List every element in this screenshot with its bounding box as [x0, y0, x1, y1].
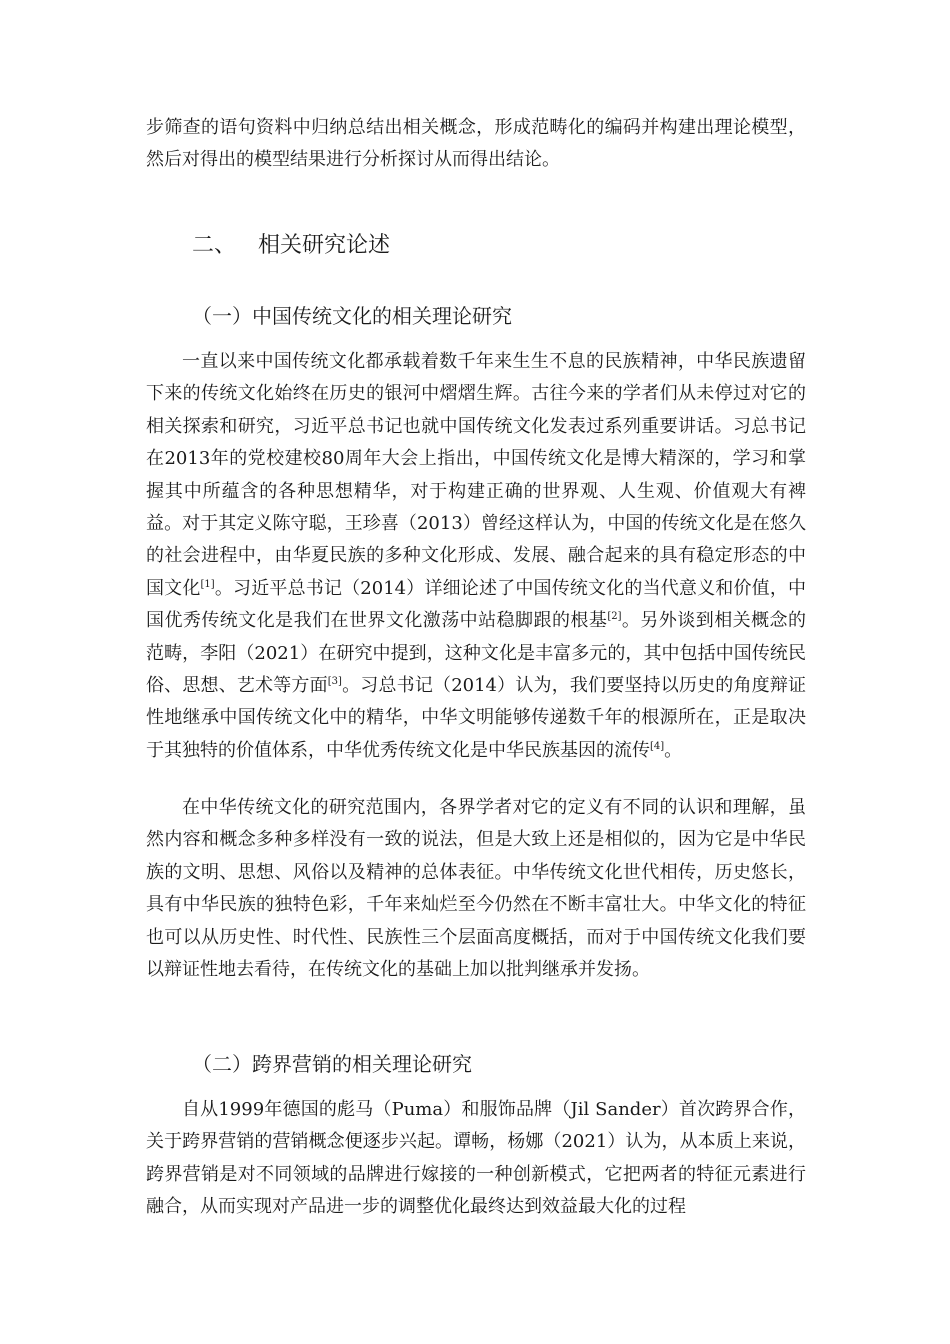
paragraph-text: 一直以来中国传统文化都承载着数千年来生生不息的民族精神，中华民族遗留下来的传统文化始终在历史的银河中熠熠生辉。古往今来的学者们从未停过对它的相关探索和研究，习近平总书记也就中国传统文化发表过系列重要讲话。习总书记在2013年的党校建校80周年大会上指出，中国传统文化是博大精深的，学习和掌握其中所蕴含的各种思想精华，对于构建正确的世界观、人生观、价值观大有裨益。对于其定义陈守聪，王珍喜（2013）曾经这样认为，中国的传统文化是在悠久的社会进程中，由华夏民族的多种文化形成、发展、融合起来的具有稳定形态的中国文化: [146, 351, 806, 599]
body-paragraph-2: 在中华传统文化的研究范围内，各界学者对它的定义有不同的认识和理解，虽然内容和概念多种多样没有一致的说法，但是大致上还是相似的，因为它是中华民族的文明、思想、风俗以及精神的总体表征。中华传统文化世代相传，历史悠长，具有中华民族的独特色彩，千年来灿烂至今仍然在不断丰富壮大。中华文化的特征也可以从历史性、时代性、民族性三个层面高度概括，而对于中国传统文化我们要以辩证性地去看待，在传统文化的基础上加以批判继承并发扬。: [146, 797, 806, 981]
intro-paragraph: 步筛查的语句资料中归纳总结出相关概念，形成范畴化的编码并构建出理论模型，然后对得出的模型结果进行分析探讨从而得出结论。: [146, 117, 806, 171]
body-paragraph-1: [146, 346, 806, 767]
subsection-heading-1: （一）中国传统文化的相关理论研究: [192, 304, 512, 328]
citation-ref: [4]: [650, 740, 665, 752]
subsection-heading-2: （二）跨界营销的相关理论研究: [192, 1052, 472, 1076]
paragraph-text: 。另外谈到相关概念的范畴，李阳（2021）在研究中提到，这种文化是丰富多元的，其中包括中国传统民俗、思想、艺术等方面: [146, 610, 807, 697]
paragraph-text: 。: [664, 739, 683, 761]
paragraph-text: 。习近平总书记（2014）详细论述了中国传统文化的当代意义和价值，中国优秀传统文化是我们在世界文化激荡中站稳脚跟的根基: [146, 577, 806, 632]
paragraph-text: 。习总书记（2014）认为，我们要坚持以历史的角度辩证性地继承中国传统文化中的精华，中华文明能够传递数千年的根源所在，正是取决于其独特的价值体系，中华优秀传统文化是中华民族基因的流传: [146, 675, 807, 761]
citation-ref: [2]: [607, 611, 622, 623]
section-number: 二、: [192, 233, 237, 258]
section-heading: [192, 228, 390, 259]
citation-ref: [3]: [327, 676, 342, 688]
citation-ref: [1]: [200, 578, 215, 590]
section-title: 相关研究论述: [258, 233, 391, 258]
body-paragraph-3: 自从1999年德国的彪马（Puma）和服饰品牌（Jil Sander）首次跨界合作，关于跨界营销的营销概念便逐步兴起。谭畅，杨娜（2021）认为，从本质上来说，跨界营销是对不同领域的品牌进行嫁接的一种创新模式，它把两者的特征元素进行融合，从而实现对产品进一步的调整优化最终达到效益最大化的过程: [146, 1099, 806, 1218]
